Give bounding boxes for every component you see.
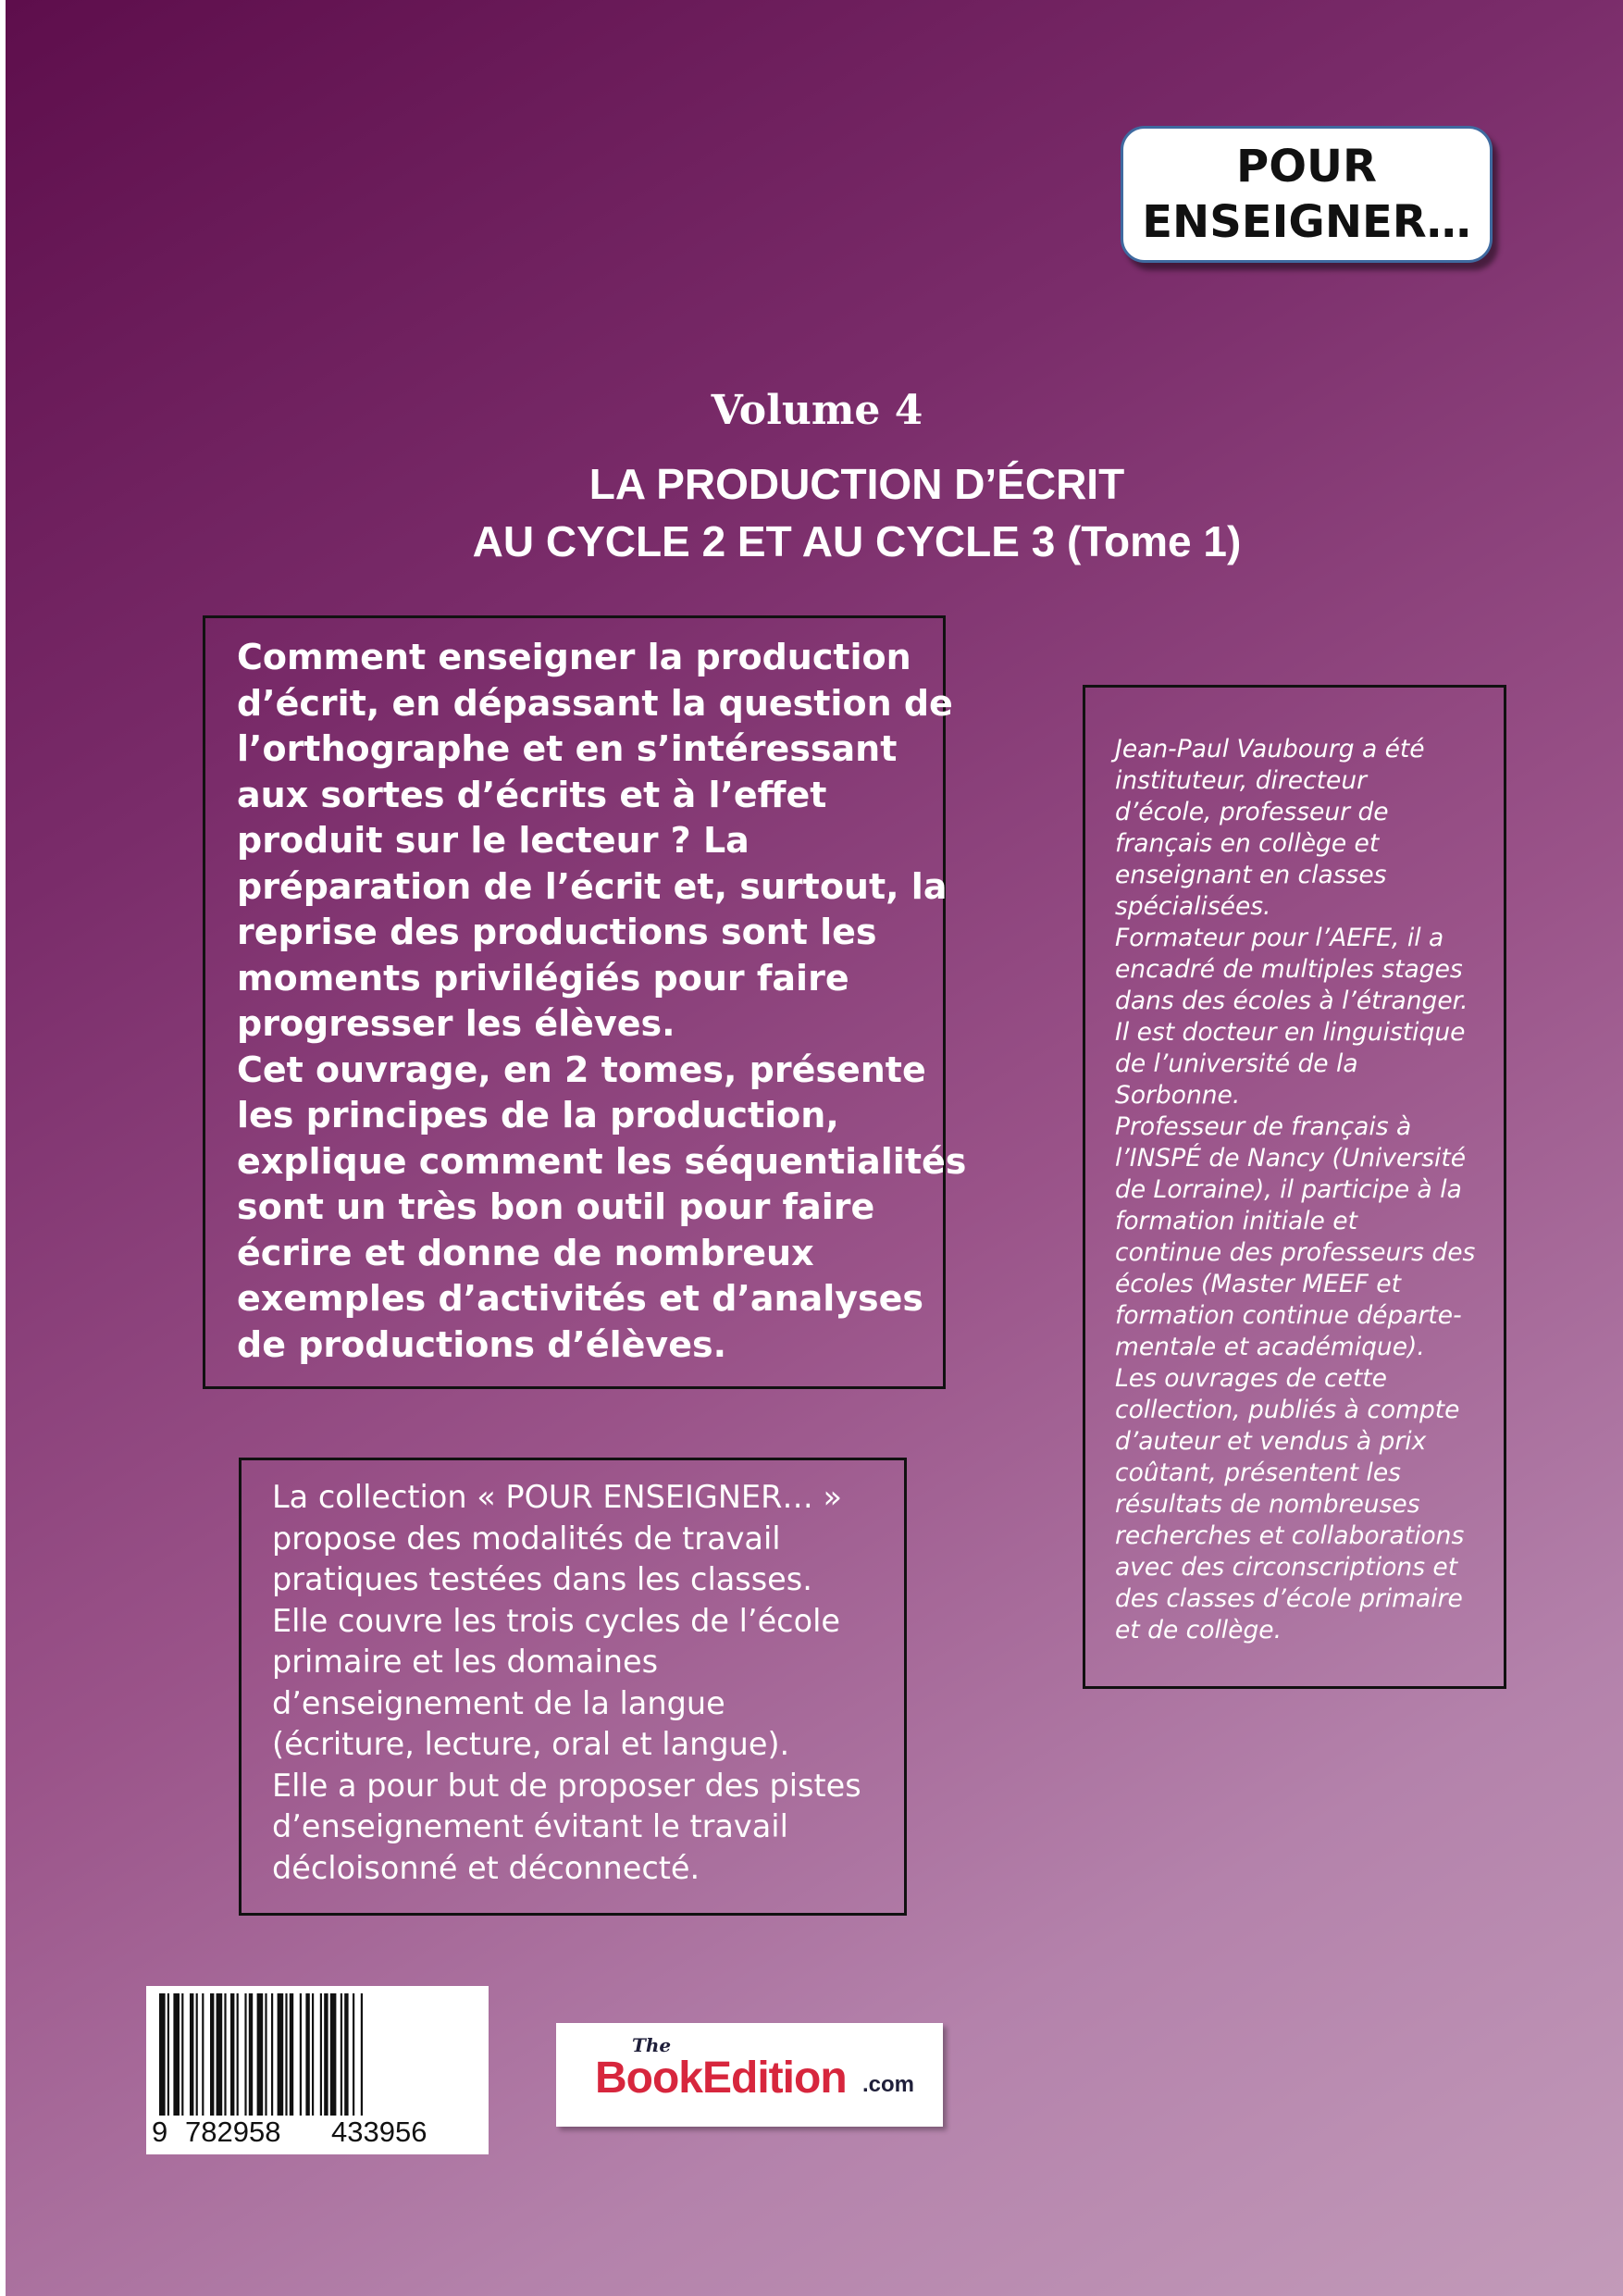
volume-number: Volume 4: [711, 387, 923, 434]
barcode-bar: [344, 1993, 348, 2116]
barcode-group-2: 433956: [331, 2116, 427, 2148]
author-line: formation continue départe-: [1115, 1301, 1462, 1330]
author-line: écoles (Master MEEF et: [1115, 1270, 1401, 1298]
title-line-2: AU CYCLE 2 ET AU CYCLE 3 (Tome 1): [472, 517, 1242, 565]
collection-description-box: [239, 1458, 907, 1916]
barcode-bar: [353, 1993, 354, 2116]
publisher-logo: [556, 2023, 943, 2127]
summary-line: produit sur le lecteur ? La: [237, 820, 750, 861]
author-bio-box: [1083, 685, 1506, 1689]
barcode-bar: [244, 1993, 246, 2116]
author-line: Jean-Paul Vaubourg a été: [1115, 735, 1425, 763]
author-line: formation initiale et: [1115, 1207, 1357, 1235]
author-line: de Lorraine), il participe à la: [1115, 1175, 1462, 1204]
barcode-bar: [285, 1993, 287, 2116]
author-line: des classes d’école primaire: [1115, 1584, 1463, 1613]
publisher-logo-name: BookEdition: [595, 2054, 847, 2103]
author-line: Professeur de français à: [1115, 1112, 1412, 1141]
author-line: mentale et académique).: [1115, 1333, 1425, 1361]
summary-line: écrire et donne de nombreux: [237, 1232, 814, 1273]
collection-line: décloisonné et déconnecté.: [272, 1849, 700, 1886]
summary-line: l’orthographe et en s’intéressant: [237, 728, 898, 769]
barcode-bar: [271, 1993, 273, 2116]
isbn-barcode: [146, 1986, 489, 2154]
barcode-bar: [196, 1993, 198, 2116]
summary-box: [203, 615, 967, 1389]
summary-line: aux sortes d’écrits et à l’effet: [237, 774, 827, 815]
barcode-bar: [217, 1993, 223, 2116]
barcode-bar: [300, 1993, 302, 2116]
summary-line: exemples d’activités et d’analyses: [237, 1278, 924, 1319]
publisher-logo-the: The: [632, 2034, 672, 2056]
barcode-bar: [190, 1993, 193, 2116]
barcode-group-1: 782958: [185, 2116, 281, 2148]
barcode-bar: [237, 1993, 239, 2116]
barcode-bar: [330, 1993, 337, 2116]
barcode-bar: [305, 1993, 309, 2116]
summary-line: Cet ouvrage, en 2 tomes, présente: [237, 1049, 926, 1090]
barcode-bar: [210, 1993, 214, 2116]
author-line: coûtant, présentent les: [1115, 1458, 1401, 1487]
barcode-bar: [341, 1993, 342, 2116]
author-line: dans des écoles à l’étranger.: [1115, 987, 1468, 1015]
publisher-logo-suffix: .com: [862, 2072, 915, 2097]
barcode-bar: [257, 1993, 264, 2116]
author-line: enseignant en classes: [1115, 861, 1387, 889]
title-line-1: LA PRODUCTION D’ÉCRIT: [588, 460, 1125, 508]
barcode-bar: [278, 1993, 284, 2116]
collection-line: d’enseignement de la langue: [272, 1684, 725, 1721]
author-line: Formateur pour l’AEFE, il a: [1115, 924, 1444, 952]
author-line: et de collège.: [1115, 1616, 1282, 1644]
author-line: Sorbonne.: [1115, 1081, 1241, 1110]
collection-line: (écriture, lecture, oral et langue).: [272, 1726, 790, 1762]
barcode-bar: [320, 1993, 322, 2116]
collection-line: La collection « POUR ENSEIGNER… »: [272, 1479, 843, 1515]
barcode-bar: [230, 1993, 234, 2116]
author-line: encadré de multiples stages: [1115, 955, 1463, 984]
summary-line: d’écrit, en dépassant la question de: [237, 682, 953, 724]
author-line: avec des circonscriptions et: [1115, 1553, 1458, 1582]
barcode-bar: [181, 1993, 183, 2116]
summary-line: progresser les élèves.: [237, 1003, 675, 1044]
summary-line: reprise des productions sont les: [237, 912, 877, 952]
barcode-bar: [324, 1993, 328, 2116]
author-line: de l’université de la: [1115, 1049, 1358, 1078]
author-line: français en collège et: [1115, 829, 1380, 858]
summary-line: explique comment les séquentialités: [237, 1140, 967, 1182]
collection-line: d’enseignement évitant le travail: [272, 1808, 788, 1844]
barcode-bar: [173, 1993, 180, 2116]
author-line: Il est docteur en linguistique: [1115, 1018, 1466, 1047]
collection-badge: [1121, 126, 1493, 263]
barcode-bar: [249, 1993, 253, 2116]
barcode-bar: [312, 1993, 314, 2116]
summary-line: sont un très bon outil pour faire: [237, 1186, 875, 1227]
badge-line-2: ENSEIGNER…: [1142, 196, 1471, 248]
author-line: spécialisées.: [1115, 892, 1271, 921]
collection-line: Elle a pour but de proposer des pistes: [272, 1767, 861, 1804]
summary-line: moments privilégiés pour faire: [237, 957, 849, 999]
barcode-bar: [290, 1993, 293, 2116]
author-line: résultats de nombreuses: [1115, 1490, 1420, 1519]
collection-line: primaire et les domaines: [272, 1644, 659, 1680]
barcode-bar: [202, 1993, 204, 2116]
author-line: collection, publiés à compte: [1115, 1396, 1460, 1424]
summary-line: de productions d’élèves.: [237, 1323, 727, 1365]
summary-line: Comment enseigner la production: [237, 637, 911, 677]
collection-line: propose des modalités de travail: [272, 1520, 781, 1557]
collection-line: pratiques testées dans les classes.: [272, 1561, 812, 1597]
barcode-bar: [224, 1993, 226, 2116]
summary-line: les principes de la production,: [237, 1095, 839, 1136]
author-line: d’auteur et vendus à prix: [1115, 1427, 1427, 1456]
author-line: continue des professeurs des: [1115, 1238, 1476, 1267]
author-line: d’école, professeur de: [1115, 798, 1389, 826]
badge-line-1: POUR: [1236, 141, 1377, 192]
summary-line: préparation de l’écrit et, surtout, la: [237, 865, 948, 907]
collection-line: Elle couvre les trois cycles de l’école: [272, 1602, 841, 1639]
back-cover: [6, 0, 1623, 2296]
book-title: [6, 455, 1623, 570]
author-line: l’INSPÉ de Nancy (Université: [1115, 1144, 1467, 1173]
barcode-first-digit: 9: [152, 2116, 168, 2148]
author-line: recherches et collaborations: [1115, 1521, 1465, 1550]
author-line: Les ouvrages de cette: [1115, 1364, 1387, 1393]
author-line: instituteur, directeur: [1115, 766, 1368, 795]
